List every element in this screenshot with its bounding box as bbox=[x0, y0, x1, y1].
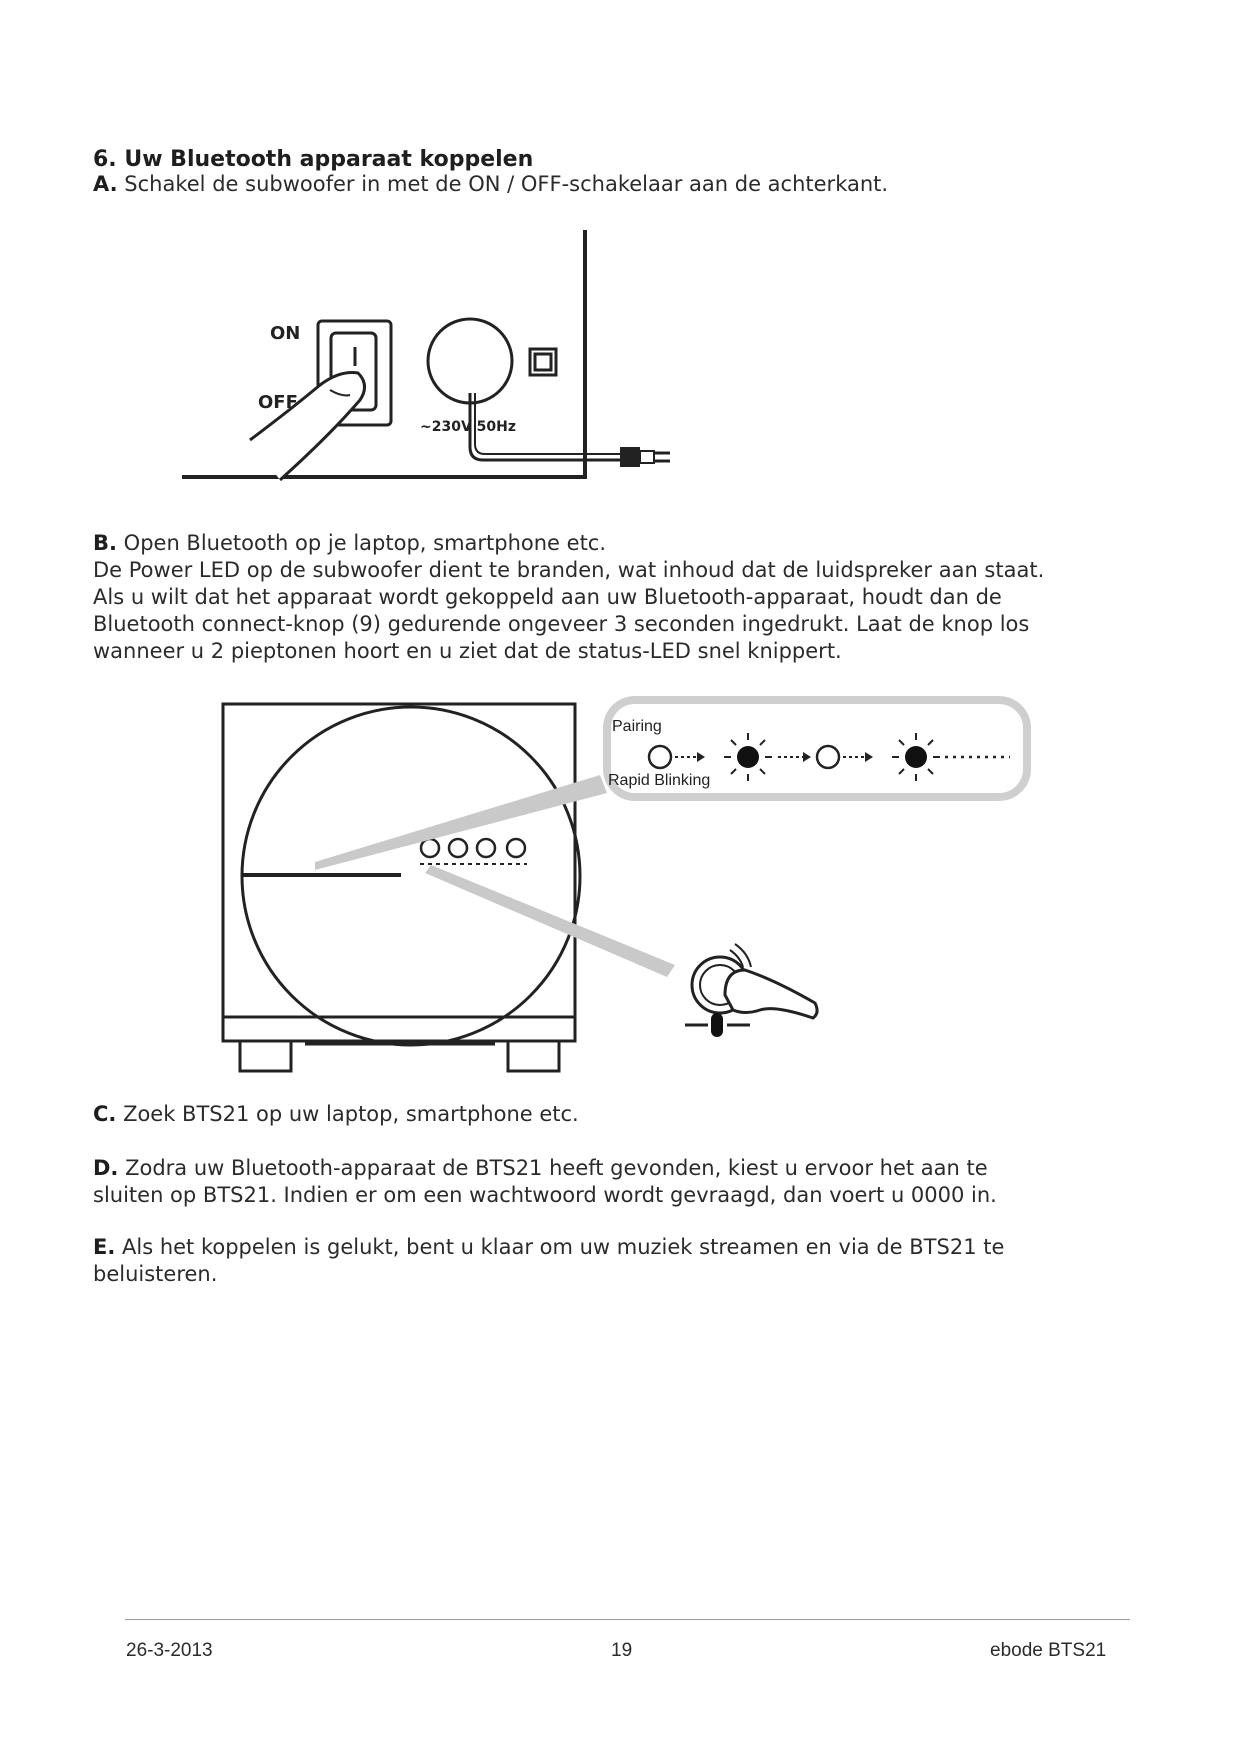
power-rating-label: ~230V 50Hz bbox=[420, 419, 517, 435]
subwoofer-cabinet bbox=[223, 704, 575, 1041]
step-e bbox=[93, 1234, 1004, 1288]
led-button-1 bbox=[421, 839, 439, 857]
step-d bbox=[93, 1155, 997, 1209]
footer-divider bbox=[125, 1619, 1130, 1620]
step-e-label: E. bbox=[93, 1235, 116, 1259]
led-button-3 bbox=[477, 839, 495, 857]
power-plug bbox=[620, 447, 670, 467]
step-b bbox=[93, 530, 1044, 665]
step-a bbox=[93, 171, 888, 198]
step-d-line-2: sluiten op BTS21. Indien er om een wachtwoord wordt gevraagd, dan voert u 0000 in. bbox=[93, 1183, 997, 1207]
footer-date: 26-3-2013 bbox=[126, 1640, 213, 1661]
step-c-text: Zoek BTS21 op uw laptop, smartphone etc. bbox=[116, 1102, 579, 1126]
led-button-4 bbox=[507, 839, 525, 857]
foot-left bbox=[240, 1041, 291, 1071]
pairing-figure bbox=[215, 695, 1070, 1075]
bluetooth-button-press bbox=[685, 944, 817, 1037]
bluetooth-icon bbox=[711, 1013, 723, 1037]
step-a-text: Schakel de subwoofer in met de ON / OFF-schakelaar aan de achterkant. bbox=[117, 172, 889, 196]
footer-page-number: 19 bbox=[611, 1640, 633, 1661]
finger-icon bbox=[725, 970, 817, 1018]
section-title: 6. Uw Bluetooth apparaat koppelen bbox=[93, 147, 534, 172]
led-on-icon bbox=[737, 746, 759, 768]
step-c-label: C. bbox=[93, 1102, 117, 1126]
rapid-blinking-label: Rapid Blinking bbox=[608, 772, 711, 789]
step-e-line-2: beluisteren. bbox=[93, 1262, 218, 1286]
on-label: ON bbox=[270, 323, 301, 344]
switch-figure bbox=[180, 225, 710, 495]
step-c bbox=[93, 1101, 579, 1128]
footer-product: ebode BTS21 bbox=[990, 1640, 1107, 1661]
step-b-line-4: Bluetooth connect-knop (9) gedurende ongeveer 3 seconden ingedrukt. Laat de knop los bbox=[93, 612, 1030, 636]
step-b-line-5: wanneer u 2 pieptonen hoort en u ziet dat de status-LED snel knippert. bbox=[93, 639, 842, 663]
step-d-label: D. bbox=[93, 1156, 119, 1180]
step-b-line-1: B. Open Bluetooth op je laptop, smartphone etc. bbox=[93, 531, 607, 555]
callout-beam-button bbox=[425, 865, 675, 977]
step-e-line-1: E. Als het koppelen is gelukt, bent u klaar om uw muziek streamen en via de BTS21 te bbox=[93, 1235, 1005, 1259]
double-insulation-inner bbox=[535, 354, 551, 370]
power-socket-circle bbox=[428, 319, 512, 403]
foot-right bbox=[508, 1041, 559, 1071]
pairing-label: Pairing bbox=[612, 718, 662, 735]
led-on-icon bbox=[905, 746, 927, 768]
off-label: OFF bbox=[258, 392, 298, 413]
led-buttons bbox=[420, 839, 527, 864]
step-b-label: B. bbox=[93, 531, 117, 555]
led-button-2 bbox=[449, 839, 467, 857]
step-a-label: A. bbox=[93, 172, 118, 196]
step-b-line-2: De Power LED op de subwoofer dient te branden, wat inhoud dat de luidspreker aan staat. bbox=[93, 558, 1045, 582]
step-d-line-1: D. Zodra uw Bluetooth-apparaat de BTS21 heeft gevonden, kiest u ervoor het aan te bbox=[93, 1156, 988, 1180]
step-b-line-3: Als u wilt dat het apparaat wordt gekoppeld aan uw Bluetooth-apparaat, houdt dan de bbox=[93, 585, 1002, 609]
